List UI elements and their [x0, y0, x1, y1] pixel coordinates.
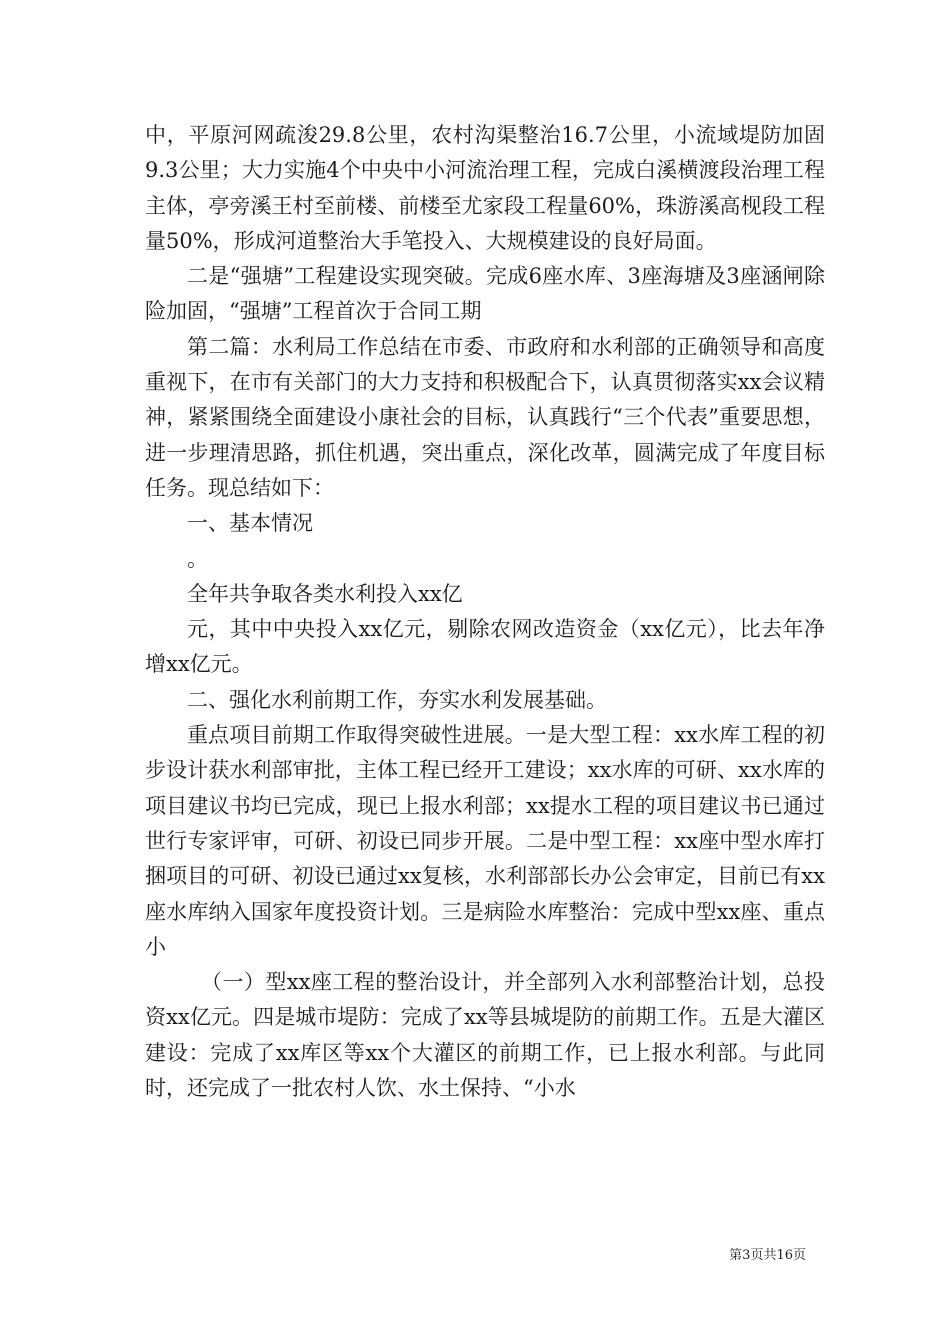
- paragraph: 元，其中中央投入xx亿元，剔除农网改造资金（xx亿元），比去年净增xx亿元。: [145, 617, 825, 677]
- paragraph: 。: [187, 546, 208, 571]
- paragraph: （一）型xx座工程的整治设计，并全部列入水利部整治计划，总投资xx亿元。四是城市堤防：完成了xx等县城堤防的前期工作。五是大灌区建设：完成了xx库区等xx个大灌区的前期工作，已上报水利部。与此同时，还完成了一批农村人饮、水土保持、“小水: [145, 970, 825, 1101]
- section-heading: 一、基本情况: [187, 511, 313, 536]
- body-text: [145, 118, 825, 1106]
- paragraph: 重点项目前期工作取得突破性进展。一是大型工程：xx水库工程的初步设计获水利部审批，主体工程已经开工建设；xx水库的可研、xx水库的项目建议书均已完成，现已上报水利部；xx提水工程的项目建议书已通过世行专家评审，可研、初设已同步开展。二是中型工程：xx座中型水库打捆项目的可研、初设已通过xx复核，水利部部长办公会审定，目前已有xx座水库纳入国家年度投资计划。三是病险水库整治：完成中型xx座、重点小: [145, 723, 825, 959]
- page-number: 第3页共16页: [729, 1248, 806, 1263]
- paragraph: 全年共争取各类水利投入xx亿: [187, 581, 463, 606]
- paragraph: 二是“强塘”工程建设实现突破。完成6座水库、3座海塘及3座涵闸除险加固，“强塘”工程首次于合同工期: [145, 264, 825, 324]
- section-heading: 二、强化水利前期工作，夯实水利发展基础。: [187, 687, 607, 712]
- paragraph: 第二篇：水利局工作总结在市委、市政府和水利部的正确领导和高度重视下，在市有关部门的大力支持和积极配合下，认真贯彻落实xx会议精神，紧紧围绕全面建设小康社会的目标，认真践行“三个代表”重要思想，进一步理清思路，抓住机遇，突出重点，深化改革，圆满完成了年度目标任务。现总结如下：: [145, 334, 825, 500]
- paragraph: 中，平原河网疏浚29.8公里，农村沟渠整治16.7公里，小流域堤防加固9.3公里；大力实施4个中央中小河流治理工程，完成白溪横渡段治理工程主体，亭旁溪王村至前楼、前楼至尤家段工程量60%，珠游溪高枧段工程量50%，形成河道整治大手笔投入、大规模建设的良好局面。: [145, 123, 825, 253]
